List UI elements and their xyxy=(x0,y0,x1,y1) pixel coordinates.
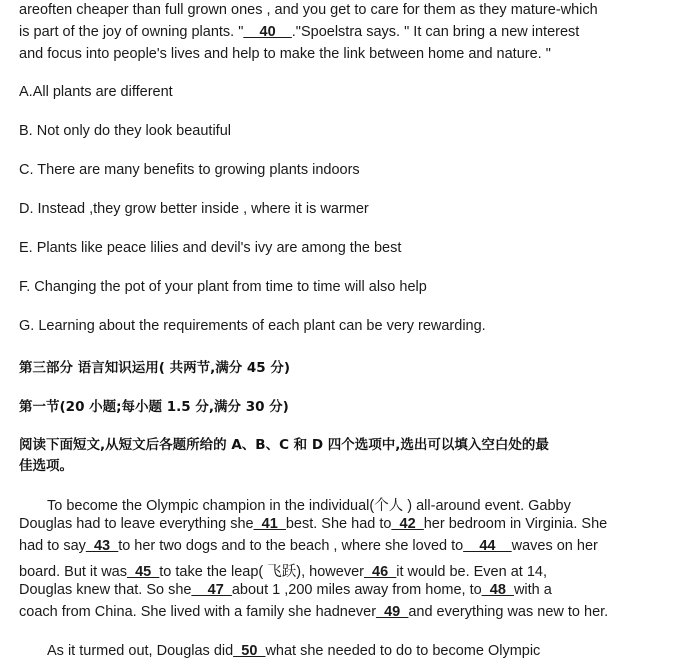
blank-48: _48_ xyxy=(481,582,514,598)
option-g: G. Learning about the requirements of each plant can be very rewarding. xyxy=(19,318,486,334)
passage-line: is part of the joy of owning plants. "__40__."Spoelstra says. " It can bring a new interest xyxy=(19,24,580,40)
blank-50: _50_ xyxy=(233,643,266,659)
instruction-line: 阅读下面短文,从短文后各题所给的 A、B、C 和 D 四个选项中,选出可以填入空白处的最 xyxy=(19,437,549,453)
passage-line: and focus into people's lives and help to make the link between home and nature. " xyxy=(19,46,551,62)
option-e: E. Plants like peace lilies and devil's ivy are among the best xyxy=(19,240,402,256)
cloze-line: had to say_43_to her two dogs and to the beach , where she loved to__44__waves on her xyxy=(19,538,598,554)
blank-46: _46_ xyxy=(363,564,397,580)
cloze-line: As it turmed out, Douglas did_50_what she needed to do to become Olympic xyxy=(47,643,541,659)
passage-line: areoften cheaper than full grown ones , and you get to care for them as they mature-which xyxy=(19,2,598,18)
option-c: C. There are many benefits to growing plants indoors xyxy=(19,162,360,178)
cloze-line: Douglas had to leave everything she_41_best. She had to_42_her bedroom in Virginia. She xyxy=(19,516,608,532)
section1-heading: 第一节(20 小题;每小题 1.5 分,满分 30 分) xyxy=(19,399,289,415)
blank-41: _41_ xyxy=(253,516,286,532)
option-f: F. Changing the pot of your plant from time to time will also help xyxy=(19,279,427,295)
blank-45: _45_ xyxy=(127,564,160,580)
cloze-line: board. But it was_45_to take the leap( 飞跃), however_46_it would be. Even at 14, xyxy=(19,564,547,580)
blank-49: _49_ xyxy=(376,604,409,620)
part3-heading: 第三部分 语言知识运用( 共两节,满分 45 分) xyxy=(19,360,291,376)
cloze-line: Douglas knew that. So she__47_about 1 ,200 miles away from home, to_48_with a xyxy=(19,582,552,598)
cloze-line: coach from China. She lived with a family she hadnever_49_and everything was new to her. xyxy=(19,604,609,620)
blank-44: __44__ xyxy=(463,538,512,554)
blank-47: __47_ xyxy=(191,582,232,598)
cloze-line: To become the Olympic champion in the individual(个人 ) all-around event. Gabby xyxy=(47,498,571,514)
option-a: A.All plants are different xyxy=(19,84,173,100)
instruction-line: 佳选项。 xyxy=(19,458,73,474)
option-d: D. Instead ,they grow better inside , where it is warmer xyxy=(19,201,369,217)
blank-43: _43_ xyxy=(85,538,119,554)
option-b: B. Not only do they look beautiful xyxy=(19,123,231,139)
blank-42: _42_ xyxy=(391,516,424,532)
blank-40: __40__ xyxy=(243,24,292,40)
